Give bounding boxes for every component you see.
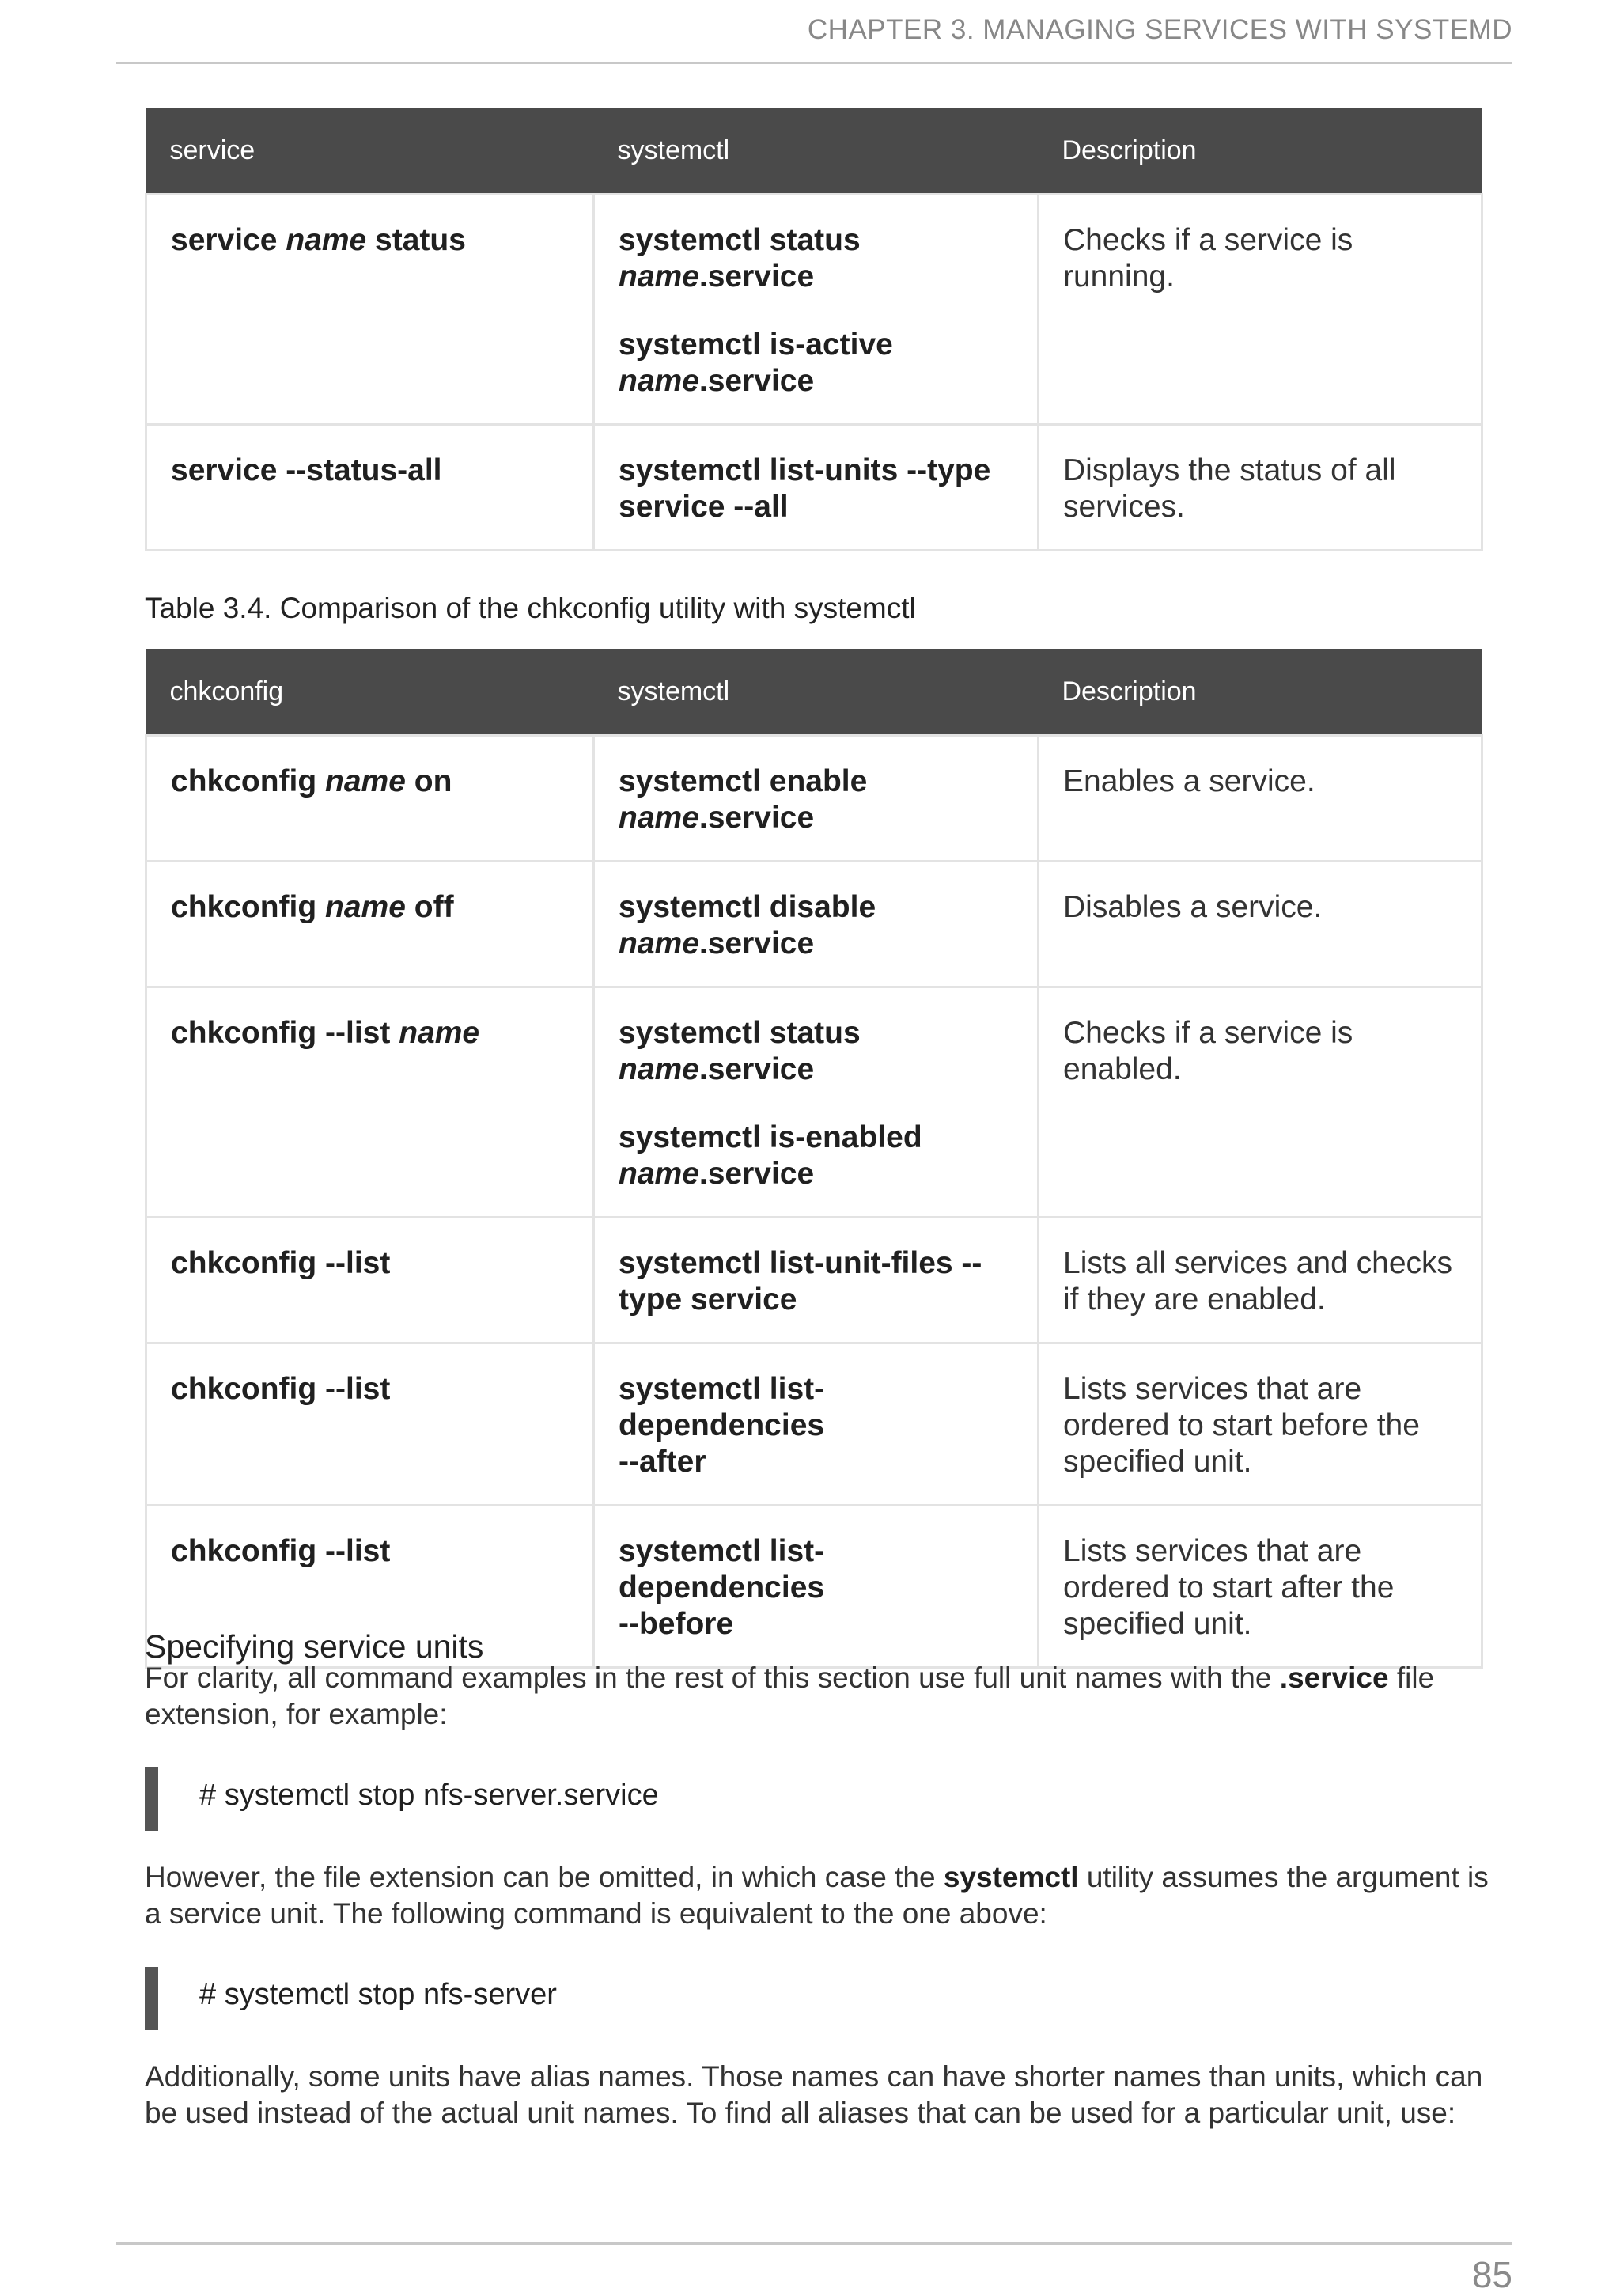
page-number: 85 xyxy=(1471,2254,1512,2295)
paragraph-alias-names: Additionally, some units have alias names. Those names can have shorter names than units, which can be used instead of the actual unit names. To find all aliases that can be used for a particular unit, use: xyxy=(145,2060,1483,2129)
table-row xyxy=(146,1218,1482,1343)
command-text: .service xyxy=(698,260,815,294)
legacy-command-cell xyxy=(146,425,594,551)
command-text: .service xyxy=(698,1157,815,1191)
description-cell: Checks if a service is enabled. xyxy=(1039,987,1482,1218)
placeholder-name: name xyxy=(399,1016,480,1050)
command-text: chkconfig --list xyxy=(171,1534,391,1568)
command-line xyxy=(619,1051,1016,1088)
inline-code-systemctl: systemctl xyxy=(943,1861,1079,1893)
systemctl-command-cell xyxy=(594,1343,1039,1506)
command-text: systemctl list-unit-files -- xyxy=(619,1246,982,1280)
paragraph-full-unit-names xyxy=(145,1660,1489,1733)
table-row xyxy=(146,1343,1482,1506)
command-line xyxy=(619,259,1016,295)
footer-divider xyxy=(116,2242,1512,2245)
command-text: service --status-all xyxy=(171,453,442,487)
command-line xyxy=(619,1282,1016,1318)
command-line xyxy=(619,1606,1016,1642)
running-header: CHAPTER 3. MANAGING SERVICES WITH SYSTEMD xyxy=(807,14,1512,45)
placeholder-name: name xyxy=(619,364,699,398)
table-row xyxy=(146,862,1482,987)
table-row xyxy=(146,195,1482,425)
description-cell: Disables a service. xyxy=(1039,862,1482,987)
systemctl-command-cell xyxy=(594,425,1039,551)
table-caption: Table 3.4. Comparison of the chkconfig utility with systemctl xyxy=(145,592,916,624)
systemctl-command-cell xyxy=(594,736,1039,862)
command-text: --before xyxy=(619,1607,734,1641)
command-line xyxy=(619,1156,1016,1192)
code-block xyxy=(145,1767,949,1831)
placeholder-name: name xyxy=(325,890,406,924)
table-row xyxy=(146,987,1482,1218)
command-line xyxy=(619,1015,1016,1051)
section-heading: Specifying service units xyxy=(145,1628,484,1665)
column-header-chkconfig: chkconfig xyxy=(146,649,594,736)
column-header-service: service xyxy=(146,108,594,195)
command-text: .service xyxy=(698,364,815,398)
table-header-row xyxy=(146,649,1482,736)
paragraph-text: For clarity, all command examples in the rest of this section use full unit names with the xyxy=(145,1661,1280,1694)
command-text: .service xyxy=(698,801,815,835)
command-gap xyxy=(619,295,1016,327)
description-cell: Enables a service. xyxy=(1039,736,1482,862)
placeholder-name: name xyxy=(325,764,406,798)
placeholder-name: name xyxy=(619,1052,699,1086)
paragraph-text: file extension, for example: xyxy=(145,1661,1435,1730)
command-text: chkconfig --list xyxy=(171,1016,399,1050)
command-text: systemctl disable xyxy=(619,890,876,924)
systemctl-command-cell xyxy=(594,1506,1039,1668)
command-line xyxy=(619,763,1016,800)
command-text: --after xyxy=(619,1445,706,1479)
code-command: # systemctl stop nfs-server xyxy=(199,1978,557,2011)
command-text: systemctl status xyxy=(619,223,861,257)
command-line xyxy=(619,926,1016,962)
command-text: systemctl list-units --type xyxy=(619,453,991,487)
command-text: systemctl list-dependencies xyxy=(619,1372,825,1442)
paragraph-text: utility assumes the argument is a service unit. The following command is equivalent to the one above: xyxy=(145,1861,1489,1930)
command-line xyxy=(619,363,1016,400)
command-text: on xyxy=(405,764,452,798)
command-text: .service xyxy=(698,1052,815,1086)
column-header-description: Description xyxy=(1039,649,1482,736)
legacy-command-cell xyxy=(146,1218,594,1343)
description-cell: Lists services that are ordered to start after the specified unit. xyxy=(1039,1506,1482,1668)
placeholder-name: name xyxy=(619,926,699,960)
systemctl-command-cell xyxy=(594,195,1039,425)
command-line xyxy=(619,453,1016,489)
legacy-command-cell xyxy=(146,987,594,1218)
inline-code-service: .service xyxy=(1279,1661,1389,1694)
description-cell: Lists all services and checks if they are enabled. xyxy=(1039,1218,1482,1343)
command-line xyxy=(619,327,1016,363)
command-text: chkconfig --list xyxy=(171,1246,391,1280)
command-line xyxy=(619,1533,1016,1606)
service-comparison-table xyxy=(145,108,1483,551)
column-header-systemctl: systemctl xyxy=(594,649,1039,736)
command-line xyxy=(619,1120,1016,1156)
command-text: service --all xyxy=(619,490,789,524)
command-line xyxy=(619,222,1016,259)
legacy-command-cell xyxy=(146,862,594,987)
paragraph-text: However, the file extension can be omitted, in which case the xyxy=(145,1861,944,1893)
placeholder-name: name xyxy=(619,1157,699,1191)
command-line xyxy=(619,1371,1016,1444)
description-cell: Displays the status of all services. xyxy=(1039,425,1482,551)
legacy-command-cell xyxy=(146,736,594,862)
chkconfig-comparison-table xyxy=(145,649,1483,1669)
column-header-description: Description xyxy=(1039,108,1482,195)
command-text: systemctl status xyxy=(619,1016,861,1050)
command-text: status xyxy=(366,223,466,257)
code-command: # systemctl stop nfs-server.service xyxy=(199,1779,659,1812)
column-header-systemctl: systemctl xyxy=(594,108,1039,195)
command-line xyxy=(619,1245,1016,1282)
table-header-row xyxy=(146,108,1482,195)
command-text: chkconfig xyxy=(171,764,326,798)
command-text: systemctl is-active xyxy=(619,328,893,362)
command-text: .service xyxy=(698,926,815,960)
command-text: type service xyxy=(619,1283,797,1317)
paragraph-extension-omitted xyxy=(145,1859,1489,1932)
command-line xyxy=(619,800,1016,836)
legacy-command-cell xyxy=(146,1343,594,1506)
command-line xyxy=(619,889,1016,926)
command-text: off xyxy=(405,890,454,924)
placeholder-name: name xyxy=(286,223,367,257)
command-line xyxy=(619,1444,1016,1480)
command-text: service xyxy=(171,223,286,257)
placeholder-name: name xyxy=(619,260,699,294)
systemctl-command-cell xyxy=(594,1218,1039,1343)
legacy-command-cell xyxy=(146,195,594,425)
description-cell: Lists services that are ordered to start before the specified unit. xyxy=(1039,1343,1482,1506)
command-text: chkconfig --list xyxy=(171,1372,391,1406)
table-row xyxy=(146,736,1482,862)
command-text: systemctl enable xyxy=(619,764,868,798)
description-cell: Checks if a service is running. xyxy=(1039,195,1482,425)
command-text: systemctl is-enabled xyxy=(619,1120,922,1154)
command-text: systemctl list-dependencies xyxy=(619,1534,825,1605)
command-text: chkconfig xyxy=(171,890,326,924)
systemctl-command-cell xyxy=(594,862,1039,987)
table-row xyxy=(146,425,1482,551)
command-gap xyxy=(619,1088,1016,1120)
code-block xyxy=(145,1967,949,2030)
command-line xyxy=(619,489,1016,525)
header-divider xyxy=(116,62,1512,64)
placeholder-name: name xyxy=(619,801,699,835)
systemctl-command-cell xyxy=(594,987,1039,1218)
